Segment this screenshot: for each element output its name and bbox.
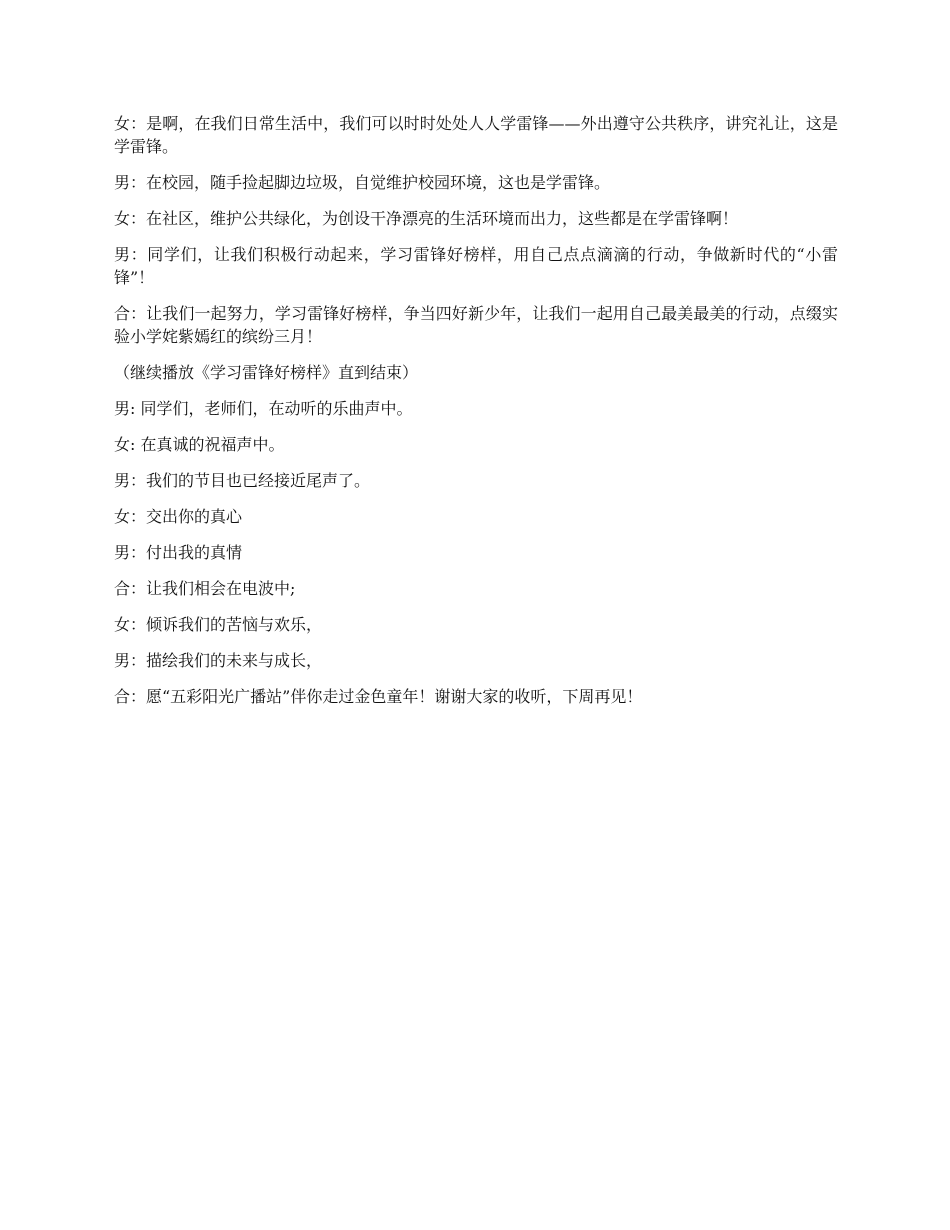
paragraph-2: 男：在校园，随手捡起脚边垃圾，自觉维护校园环境，这也是学雷锋。 (114, 173, 611, 192)
paragraph-9: 男：我们的节目也已经接近尾声了。 (114, 471, 371, 490)
paragraph-3: 女：在社区，维护公共绿化，为创设干净漂亮的生活环境而出力，这些都是在学雷锋啊！ (114, 209, 739, 228)
paragraph-13: 女：倾诉我们的苦恼与欢乐， (114, 615, 323, 634)
paragraph-10: 女：交出你的真心 (114, 507, 243, 526)
paragraph-4: 男：同学们，让我们积极行动起来，学习雷锋好榜样，用自己点点滴滴的行动，争做新时代的“小雷锋”！ (114, 245, 838, 287)
paragraph-12: 合：让我们相会在电波中; (114, 579, 296, 598)
paragraph-14: 男：描绘我们的未来与成长， (114, 651, 323, 670)
stage-direction: （继续播放《学习雷锋好榜样》直到结束） (114, 363, 419, 382)
paragraph-8: 女: 在真诚的祝福声中。 (114, 435, 285, 454)
paragraph-7: 男: 同学们，老师们，在动听的乐曲声中。 (114, 399, 413, 418)
document-body (114, 112, 838, 721)
paragraph-1: 女：是啊，在我们日常生活中，我们可以时时处处人人学雷锋——外出遵守公共秩序，讲究礼让，这是学雷锋。 (114, 114, 838, 156)
paragraph-11: 男：付出我的真情 (114, 543, 243, 562)
paragraph-15: 合：愿“五彩阳光广播站”伴你走过金色童年！谢谢大家的收听，下周再见！ (114, 687, 643, 706)
paragraph-5: 合：让我们一起努力，学习雷锋好榜样，争当四好新少年，让我们一起用自己最美最美的行动，点缀实验小学姹紫嫣红的缤纷三月！ (114, 304, 838, 346)
